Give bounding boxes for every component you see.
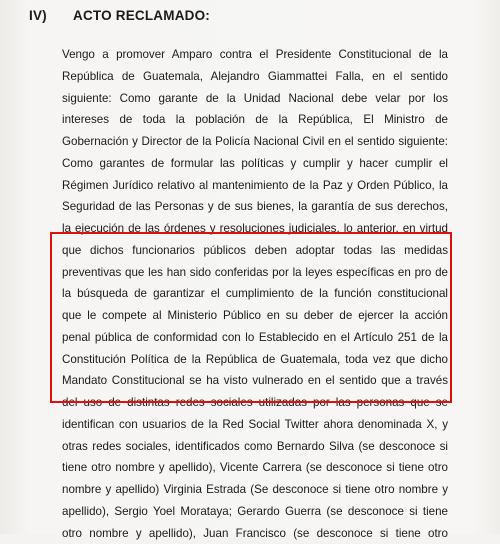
text-line: República de Guatemala, Alejandro Giammattei Falla, en el sentido <box>62 66 448 88</box>
text-line: tiene otro nombre y apellido), Vicente Carrera (se desconoce si tiene otro <box>62 457 448 479</box>
document-body <box>62 44 448 544</box>
text-line: intereses de toda la población de la República, El Ministro de <box>62 109 448 131</box>
section-number: IV) <box>29 8 73 23</box>
section-heading <box>29 8 210 23</box>
text-line: otro nombre y apellido), Juan Francisco (se desconoce si tiene otro <box>62 523 448 544</box>
text-line: identifican con usuarios de la Red Social Twitter ahora denominada X, y <box>62 414 448 436</box>
highlighted-text-line: preventivas que les han sido conferidas por la leyes específicas en pro de <box>62 262 448 284</box>
text-line: nombre y apellido) Virginia Estrada (Se desconoce si tiene otro nombre y <box>62 479 448 501</box>
highlighted-text-line: penal pública de conformidad con lo Establecido en el Artículo 251 de la <box>62 327 448 349</box>
text-line: apellido), Sergio Yoel Morataya; Gerardo Guerra (se desconoce si tiene <box>62 501 448 523</box>
text-line: Seguridad de las Personas y de sus bienes, la garantía de sus derechos, <box>62 196 448 218</box>
highlighted-text-line: la búsqueda de garantizar el cumplimiento de la función constitucional <box>62 283 448 305</box>
highlighted-text-line: del uso de distintas redes sociales utilizadas por las personas que se <box>62 392 448 414</box>
text-line: otras redes sociales, identificados como Bernardo Silva (se desconoce si <box>62 436 448 458</box>
text-line: Vengo a promover Amparo contra el Presidente Constitucional de la <box>62 44 448 66</box>
highlighted-text-line: que dichos funcionarios públicos deben adoptar todas las medidas <box>62 240 448 262</box>
text-line: la ejecución de las órdenes y resoluciones judiciales, lo anterior, en virtud <box>62 218 448 240</box>
section-title: ACTO RECLAMADO: <box>73 8 210 23</box>
text-line: siguiente: Como garante de la Unidad Nacional debe velar por los <box>62 88 448 110</box>
text-line: Como garantes de formular las políticas y cumplir y hacer cumplir el <box>62 153 448 175</box>
highlighted-text-line: Mandato Constitucional se ha visto vulnerado en el sentido que a través <box>62 370 448 392</box>
highlighted-text-line: Constitución Política de la República de Guatemala, toda vez que dicho <box>62 349 448 371</box>
text-line: Régimen Jurídico relativo al mantenimiento de la Paz y Orden Público, la <box>62 175 448 197</box>
text-line: Gobernación y Director de la Policía Nacional Civil en el sentido siguiente: <box>62 131 448 153</box>
highlighted-text-line: que le compete al Ministerio Público en su deber de ejercer la acción <box>62 305 448 327</box>
